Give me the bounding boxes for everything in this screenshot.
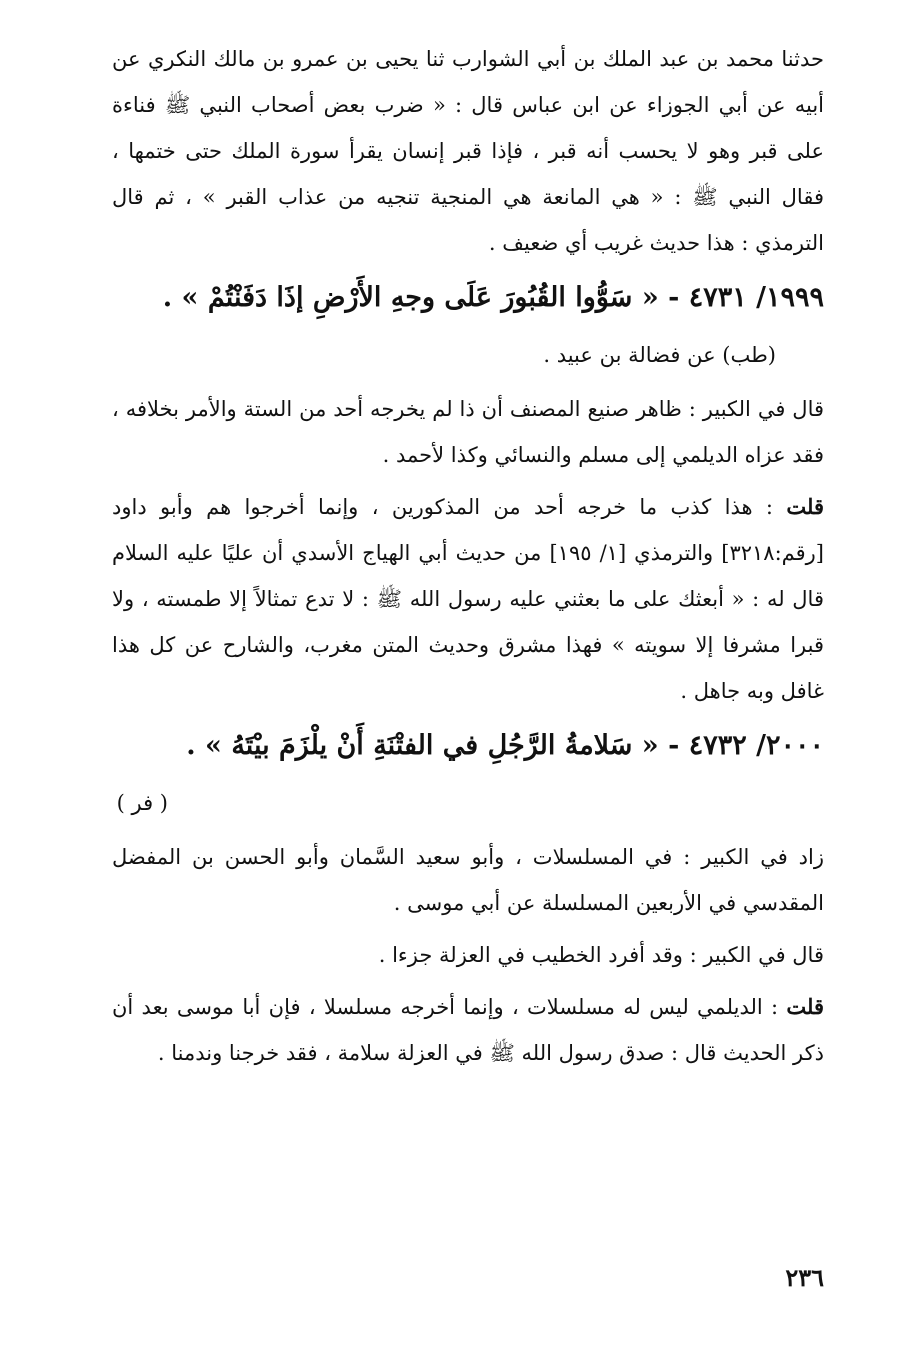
hadith-source-2000: ( فر ) bbox=[116, 791, 168, 815]
hadith-heading-1999: ١٩٩٩/ ٤٧٣١ - « سَوُّوا القُبُورَ عَلَى وجهِ الأَرْضِ إذَا دَفَنْتُمْ » . bbox=[162, 282, 824, 313]
response-qultu-1999 bbox=[112, 484, 824, 714]
commentary-kabir-1999: قال في الكبير : ظاهر صنيع المصنف أن ذا لم يخرجه أحد من الستة والأمر بخلافه ، فقد عزاه الديلمي إلى مسلم والنسائي وكذا لأحمد . bbox=[112, 397, 824, 467]
qultu-lead: قلت bbox=[786, 494, 824, 519]
page-number: ٢٣٦ bbox=[785, 1263, 824, 1292]
response-qultu-2000 bbox=[112, 984, 824, 1076]
qultu-text: : الديلمي ليس له مسلسلات ، وإنما أخرجه مسلسلا ، فإن أبا موسى بعد أن ذكر الحديث قال : صدق رسول الله ﷺ في العزلة سلامة ، فقد خرجنا وندمنا . bbox=[112, 995, 824, 1065]
hadith-source-1999: (طب) عن فضالة بن عبيد . bbox=[543, 343, 776, 367]
qultu-lead: قلت bbox=[786, 994, 824, 1019]
commentary-kabir-2000-a: زاد في الكبير : في المسلسلات ، وأبو سعيد السَّمان وأبو الحسن بن المفضل المقدسي في الأربعين المسلسلة عن أبي موسى . bbox=[112, 845, 824, 915]
document-page bbox=[112, 36, 824, 1076]
hadith-heading-2000: ٢٠٠٠/ ٤٧٣٢ - « سَلامةُ الرَّجُلِ في الفتْنَةِ أَنْ يلْزَمَ بيْتَهُ » . bbox=[186, 730, 824, 761]
opening-paragraph: حدثنا محمد بن عبد الملك بن أبي الشوارب ثنا يحيى بن عمرو بن مالك النكري عن أبيه عن أبي الجوزاء عن ابن عباس قال : « ضرب بعض أصحاب النبي ﷺ فناءة على قبر وهو لا يحسب أنه قبر ، فإذا قبر إنسان يقرأ سورة الملك حتى ختمها ، فقال النبي ﷺ : « هي المانعة هي المنجية تنجيه من عذاب القبر » ، ثم قال الترمذي : هذا حديث غريب أي ضعيف . bbox=[112, 47, 824, 255]
qultu-text: : هذا كذب ما خرجه أحد من المذكورين ، وإنما أخرجوا هم وأبو داود [رقم:٣٢١٨] والترمذي [١/ ١٩٥] من حديث أبي الهياج الأسدي أن عليًا عليه السلام قال له : « أبعثك على ما بعثني عليه رسول الله ﷺ : لا تدع تمثالاً إلا طمسته ، ولا قبرا مشرفا إلا سويته » فهذا مشرق وحديث المتن مغرب، والشارح عن كل هذا غافل وبه جاهل . bbox=[112, 495, 825, 703]
commentary-kabir-2000-b: قال في الكبير : وقد أفرد الخطيب في العزلة جزءا . bbox=[378, 943, 824, 967]
